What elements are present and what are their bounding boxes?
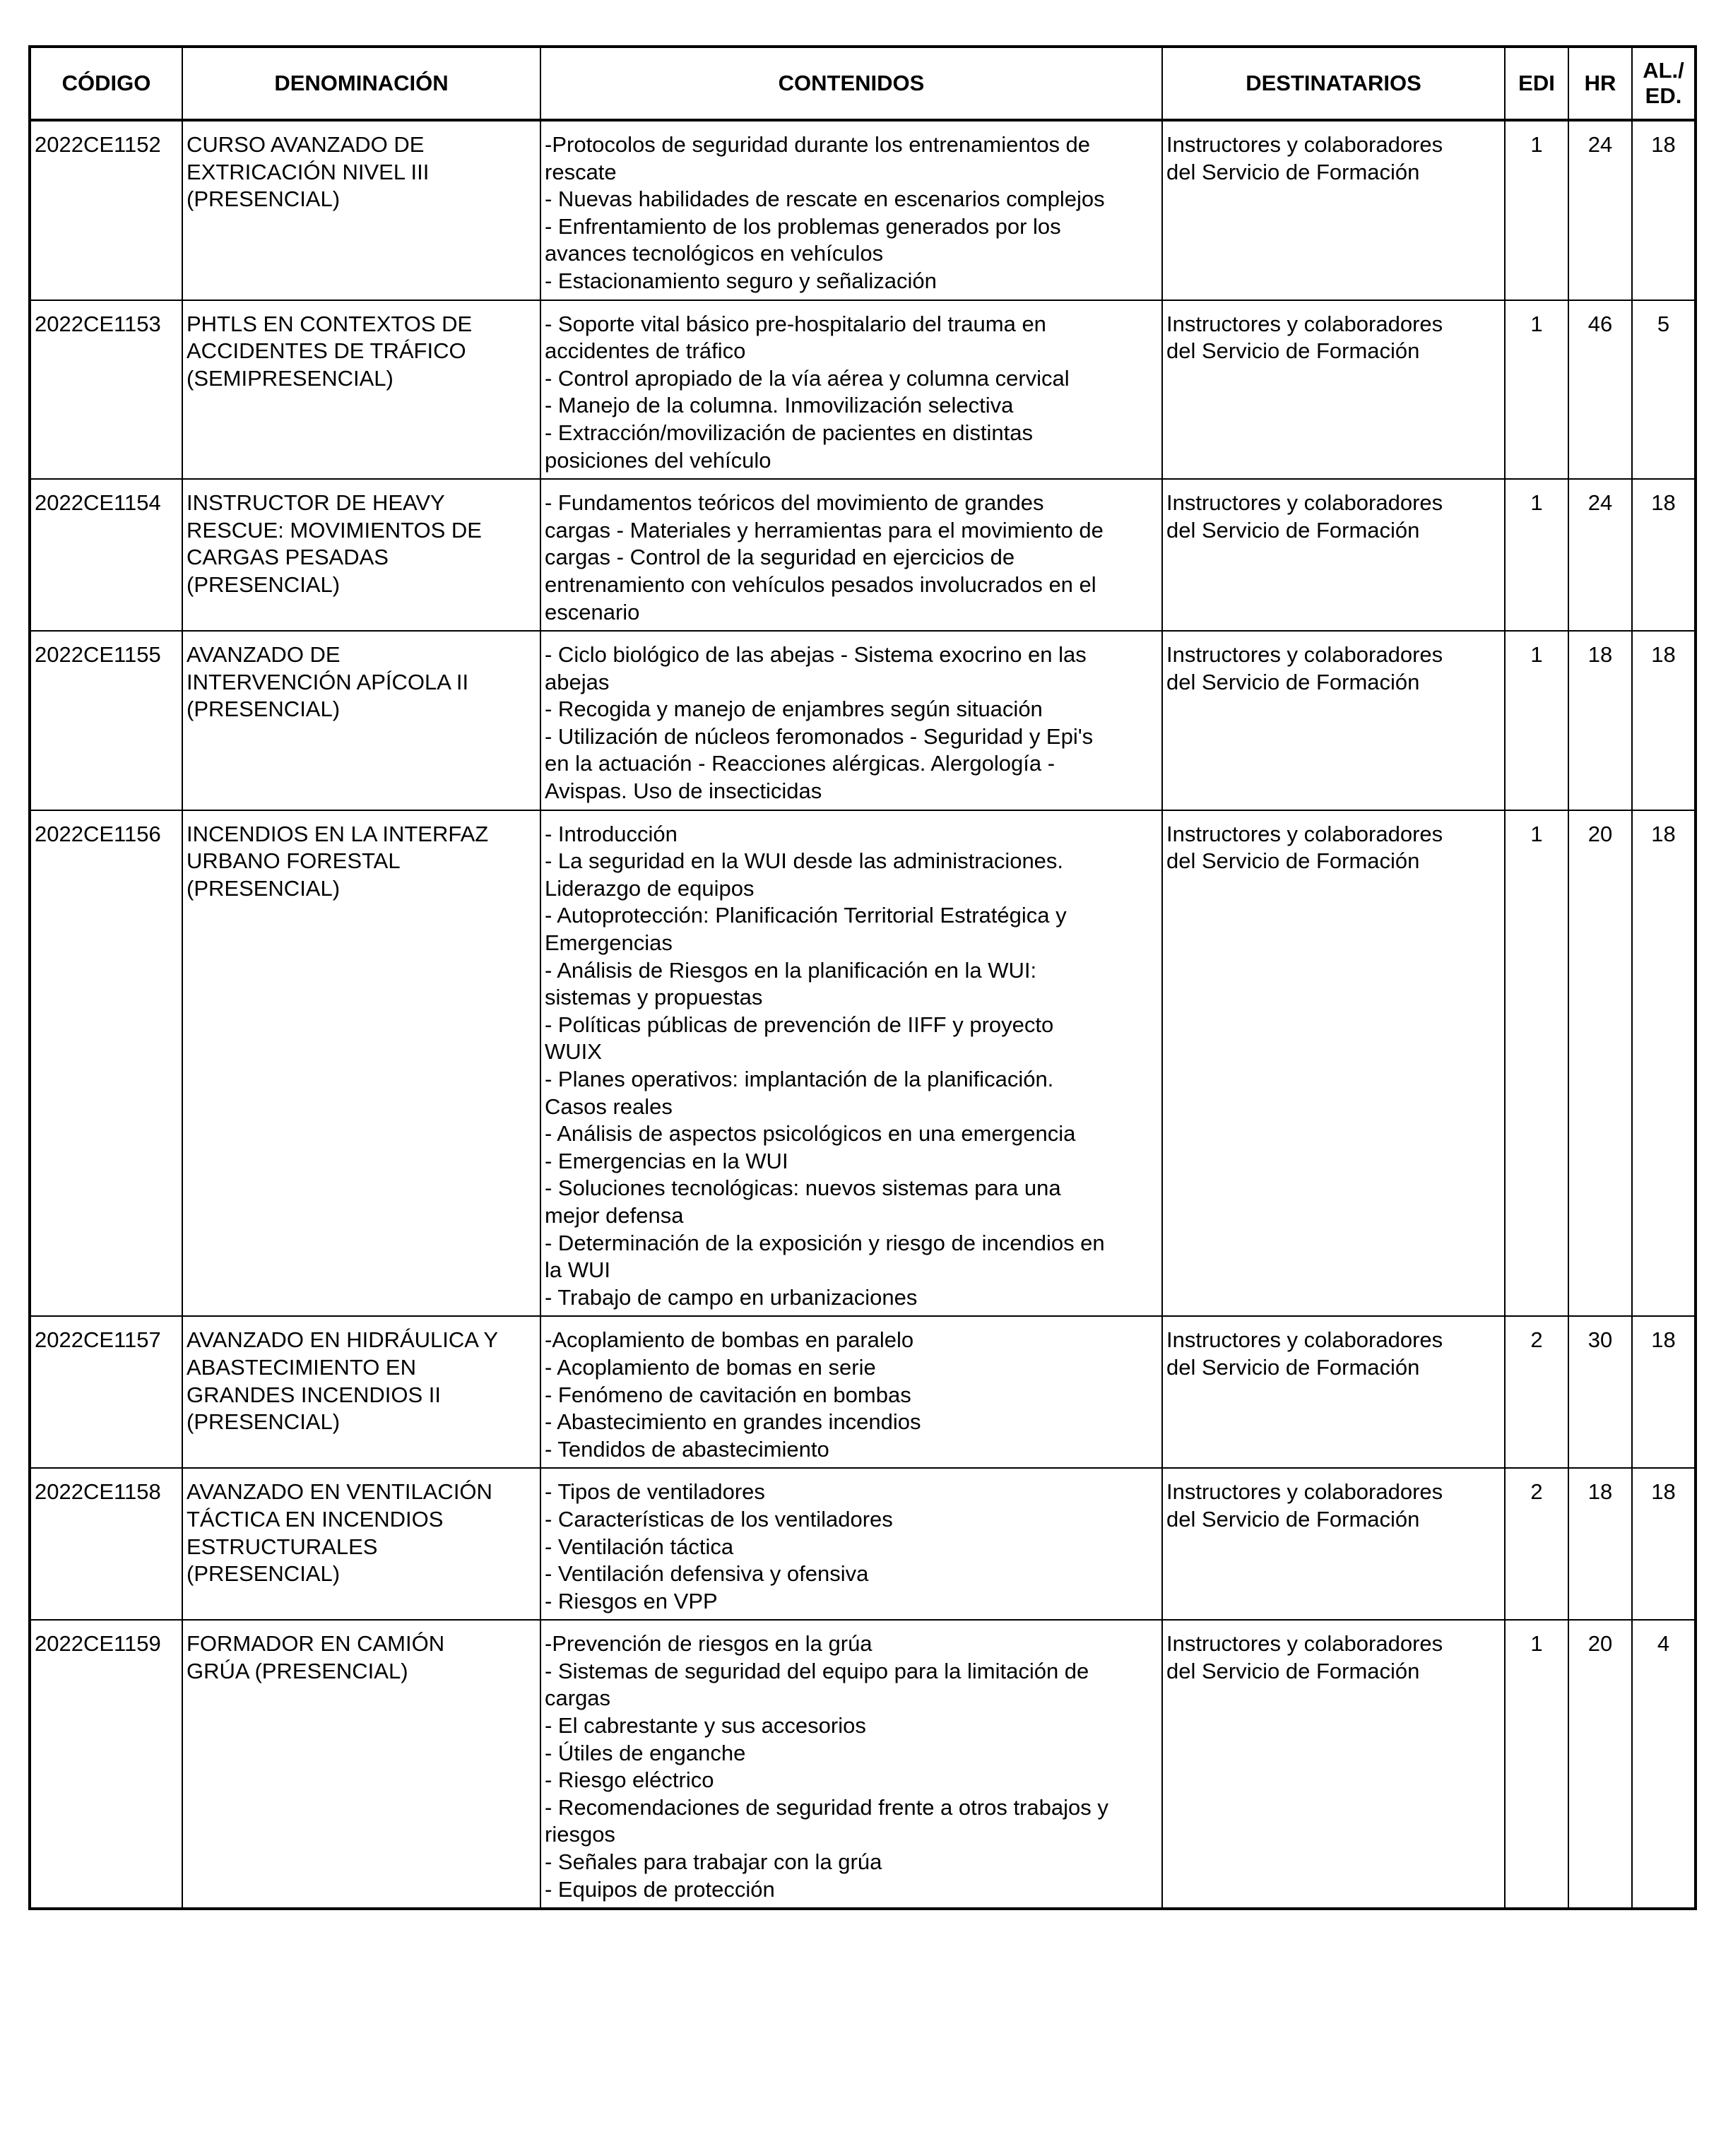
text-line: - Útiles de enganche [545,1740,746,1765]
table-body [30,120,1696,1909]
cell-destinatarios [1162,479,1505,631]
cell-contenidos [540,1620,1162,1909]
text-line: abejas [545,669,610,694]
text-line: CARGAS PESADAS [187,545,389,570]
text-line: - Ventilación táctica [545,1534,734,1559]
text-line: - Recomendaciones de seguridad frente a otros trabajos y [545,1794,1108,1820]
cell-denominacion [182,1468,540,1620]
text-line: - Riesgos en VPP [545,1588,718,1613]
cell-denominacion [182,300,540,480]
cell-al-ed: 18 [1632,631,1696,810]
cell-destinatarios [1162,1316,1505,1468]
text-line: - Ventilación defensiva y ofensiva [545,1561,869,1587]
table-row [30,810,1696,1317]
text-line: - Manejo de la columna. Inmovilización selectiva [545,393,1014,418]
cell-contenidos [540,631,1162,810]
cell-contenidos [540,1468,1162,1620]
text-line: en la actuación - Reacciones alérgicas. Alergología - [545,751,1055,776]
text-line: mejor defensa [545,1202,684,1228]
text-line: URBANO FORESTAL [187,848,401,874]
text-line: - Análisis de Riesgos en la planificación en la WUI: [545,957,1037,983]
text-line: del Servicio de Formación [1166,848,1420,874]
cell-denominacion [182,1620,540,1909]
cell-codigo: 2022CE1153 [30,300,182,480]
cell-destinatarios [1162,1468,1505,1620]
text-line: ED. [1645,83,1682,108]
cell-hr: 18 [1568,1468,1632,1620]
text-line: FORMADOR EN CAMIÓN [187,1631,445,1657]
cell-codigo: 2022CE1156 [30,810,182,1317]
cell-edi: 1 [1505,479,1568,631]
cell-codigo: 2022CE1159 [30,1620,182,1909]
text-line: - Ciclo biológico de las abejas - Sistema exocrino en las [545,642,1087,668]
cell-codigo: 2022CE1152 [30,120,182,300]
cell-contenidos [540,300,1162,480]
cell-destinatarios [1162,810,1505,1317]
text-line: ACCIDENTES DE TRÁFICO [187,338,466,364]
table-row [30,1468,1696,1620]
text-line: AVANZADO EN HIDRÁULICA Y [187,1327,498,1353]
cell-hr: 24 [1568,479,1632,631]
text-line: Instructores y colaboradores [1166,132,1443,157]
cell-contenidos [540,120,1162,300]
text-line: entrenamiento con vehículos pesados involucrados en el [545,571,1096,597]
text-line: - Riesgo eléctrico [545,1767,714,1793]
text-line: Casos reales [545,1094,673,1119]
text-line: Instructores y colaboradores [1166,642,1443,668]
text-line: - La seguridad en la WUI desde las administraciones. [545,848,1064,874]
text-line: rescate [545,159,617,184]
text-line: RESCUE: MOVIMIENTOS DE [187,517,482,543]
header-hr: HR [1568,47,1632,120]
cell-destinatarios [1162,1620,1505,1909]
text-line: (SEMIPRESENCIAL) [187,365,394,391]
text-line: posiciones del vehículo [545,447,771,473]
header-denominacion: DENOMINACIÓN [182,47,540,120]
text-line: del Servicio de Formación [1166,1658,1420,1683]
text-line: sistemas y propuestas [545,985,763,1010]
cell-al-ed: 5 [1632,300,1696,480]
text-line: Instructores y colaboradores [1166,311,1443,336]
text-line: Instructores y colaboradores [1166,490,1443,516]
text-line: (PRESENCIAL) [187,697,341,722]
cell-hr: 20 [1568,1620,1632,1909]
text-line: - Estacionamiento seguro y señalización [545,268,937,293]
text-line: del Servicio de Formación [1166,669,1420,694]
text-line: Instructores y colaboradores [1166,1479,1443,1505]
text-line: INTERVENCIÓN APÍCOLA II [187,669,469,694]
cell-hr: 20 [1568,810,1632,1317]
table-row [30,479,1696,631]
cell-al-ed: 18 [1632,479,1696,631]
text-line: AVANZADO EN VENTILACIÓN [187,1479,492,1505]
cell-denominacion [182,479,540,631]
text-line: la WUI [545,1257,610,1283]
cell-denominacion [182,810,540,1317]
cell-edi: 1 [1505,810,1568,1317]
text-line: -Acoplamiento de bombas en paralelo [545,1327,914,1353]
text-line: - Soluciones tecnológicas: nuevos sistemas para una [545,1175,1061,1201]
cell-destinatarios [1162,120,1505,300]
text-line: - Introducción [545,821,678,846]
cell-codigo: 2022CE1155 [30,631,182,810]
text-line: CURSO AVANZADO DE [187,132,425,157]
text-line: -Prevención de riesgos en la grúa [545,1631,873,1657]
cell-edi: 1 [1505,120,1568,300]
text-line: - Extracción/movilización de pacientes en distintas [545,420,1033,445]
header-al-ed [1632,47,1696,120]
cell-hr: 30 [1568,1316,1632,1468]
header-edi: EDI [1505,47,1568,120]
text-line: - Recogida y manejo de enjambres según situación [545,697,1043,722]
cell-al-ed: 4 [1632,1620,1696,1909]
text-line: - Fenómeno de cavitación en bombas [545,1382,911,1407]
text-line: - Análisis de aspectos psicológicos en una emergencia [545,1121,1076,1147]
text-line: - Emergencias en la WUI [545,1148,788,1173]
text-line: - Equipos de protección [545,1876,775,1902]
text-line: - Tipos de ventiladores [545,1479,765,1505]
text-line: INCENDIOS EN LA INTERFAZ [187,821,489,846]
cell-hr: 18 [1568,631,1632,810]
text-line: riesgos [545,1822,615,1847]
text-line: GRÚA (PRESENCIAL) [187,1658,408,1683]
text-line: escenario [545,599,640,624]
text-line: Liderazgo de equipos [545,875,755,901]
text-line: (PRESENCIAL) [187,875,341,901]
cell-destinatarios [1162,631,1505,810]
text-line: Emergencias [545,930,673,956]
text-line: ESTRUCTURALES [187,1534,378,1559]
text-line: - Nuevas habilidades de rescate en escenarios complejos [545,186,1105,212]
text-line: (PRESENCIAL) [187,186,341,212]
cell-edi: 1 [1505,300,1568,480]
cell-denominacion [182,1316,540,1468]
text-line: - Tendidos de abastecimiento [545,1436,829,1462]
text-line: - Autoprotección: Planificación Territorial Estratégica y [545,903,1067,928]
courses-table [28,45,1697,1910]
text-line: cargas - Materiales y herramientas para el movimiento de [545,517,1104,543]
cell-al-ed: 18 [1632,120,1696,300]
text-line: - Utilización de núcleos feromonados - Seguridad y Epi's [545,723,1094,749]
cell-contenidos [540,810,1162,1317]
cell-edi: 1 [1505,631,1568,810]
cell-al-ed: 18 [1632,1468,1696,1620]
cell-edi: 2 [1505,1316,1568,1468]
text-line: EXTRICACIÓN NIVEL III [187,159,430,184]
cell-denominacion [182,120,540,300]
text-line: (PRESENCIAL) [187,1409,341,1435]
cell-al-ed: 18 [1632,810,1696,1317]
cell-hr: 46 [1568,300,1632,480]
text-line: - Planes operativos: implantación de la planificación. [545,1067,1054,1091]
text-line: (PRESENCIAL) [187,1561,341,1587]
table-row [30,300,1696,480]
header-codigo: CÓDIGO [30,47,182,120]
text-line: del Servicio de Formación [1166,1354,1420,1380]
text-line: avances tecnológicos en vehículos [545,241,884,266]
text-line: del Servicio de Formación [1166,159,1420,184]
text-line: Instructores y colaboradores [1166,1327,1443,1353]
header-contenidos: CONTENIDOS [540,47,1162,120]
text-line: - Acoplamiento de bomas en serie [545,1354,876,1380]
cell-edi: 1 [1505,1620,1568,1909]
text-line: - El cabrestante y sus accesorios [545,1713,866,1739]
cell-al-ed: 18 [1632,1316,1696,1468]
cell-codigo: 2022CE1154 [30,479,182,631]
cell-codigo: 2022CE1157 [30,1316,182,1468]
text-line: PHTLS EN CONTEXTOS DE [187,311,473,336]
text-line: - Fundamentos teóricos del movimiento de grandes [545,490,1044,516]
text-line: WUIX [545,1039,602,1065]
text-line: Avispas. Uso de insecticidas [545,778,822,804]
text-line: Instructores y colaboradores [1166,1631,1443,1657]
text-line: AL./ [1643,58,1684,83]
text-line: del Servicio de Formación [1166,1506,1420,1532]
text-line: - Soporte vital básico pre-hospitalario del trauma en [545,311,1046,336]
cell-codigo: 2022CE1158 [30,1468,182,1620]
header-row [30,47,1696,120]
text-line: GRANDES INCENDIOS II [187,1382,441,1407]
text-line: cargas [545,1686,611,1711]
text-line: - Enfrentamiento de los problemas generados por los [545,213,1061,239]
cell-denominacion [182,631,540,810]
text-line: TÁCTICA EN INCENDIOS [187,1506,444,1532]
text-line: del Servicio de Formación [1166,338,1420,364]
text-line: AVANZADO DE [187,642,341,668]
cell-edi: 2 [1505,1468,1568,1620]
text-line: cargas - Control de la seguridad en ejercicios de [545,545,1015,570]
text-line: ABASTECIMIENTO EN [187,1354,416,1380]
text-line: - Determinación de la exposición y riesgo de incendios en [545,1230,1105,1255]
text-line: - Señales para trabajar con la grúa [545,1849,882,1875]
text-line: accidentes de tráfico [545,338,746,364]
table-row [30,631,1696,810]
cell-contenidos [540,1316,1162,1468]
header-destinatarios: DESTINATARIOS [1162,47,1505,120]
table-row [30,1316,1696,1468]
text-line: INSTRUCTOR DE HEAVY [187,490,445,516]
text-line: - Políticas públicas de prevención de IIFF y proyecto [545,1012,1054,1037]
table-row [30,120,1696,300]
text-line: del Servicio de Formación [1166,517,1420,543]
text-line: -Protocolos de seguridad durante los entrenamientos de [545,132,1091,157]
cell-destinatarios [1162,300,1505,480]
text-line: (PRESENCIAL) [187,571,341,597]
cell-hr: 24 [1568,120,1632,300]
text-line: - Trabajo de campo en urbanizaciones [545,1284,918,1310]
text-line: - Características de los ventiladores [545,1506,893,1532]
text-line: Instructores y colaboradores [1166,821,1443,846]
cell-contenidos [540,479,1162,631]
text-line: - Abastecimiento en grandes incendios [545,1409,921,1435]
text-line: - Sistemas de seguridad del equipo para la limitación de [545,1658,1089,1683]
table-row [30,1620,1696,1909]
text-line: - Control apropiado de la vía aérea y columna cervical [545,365,1070,391]
